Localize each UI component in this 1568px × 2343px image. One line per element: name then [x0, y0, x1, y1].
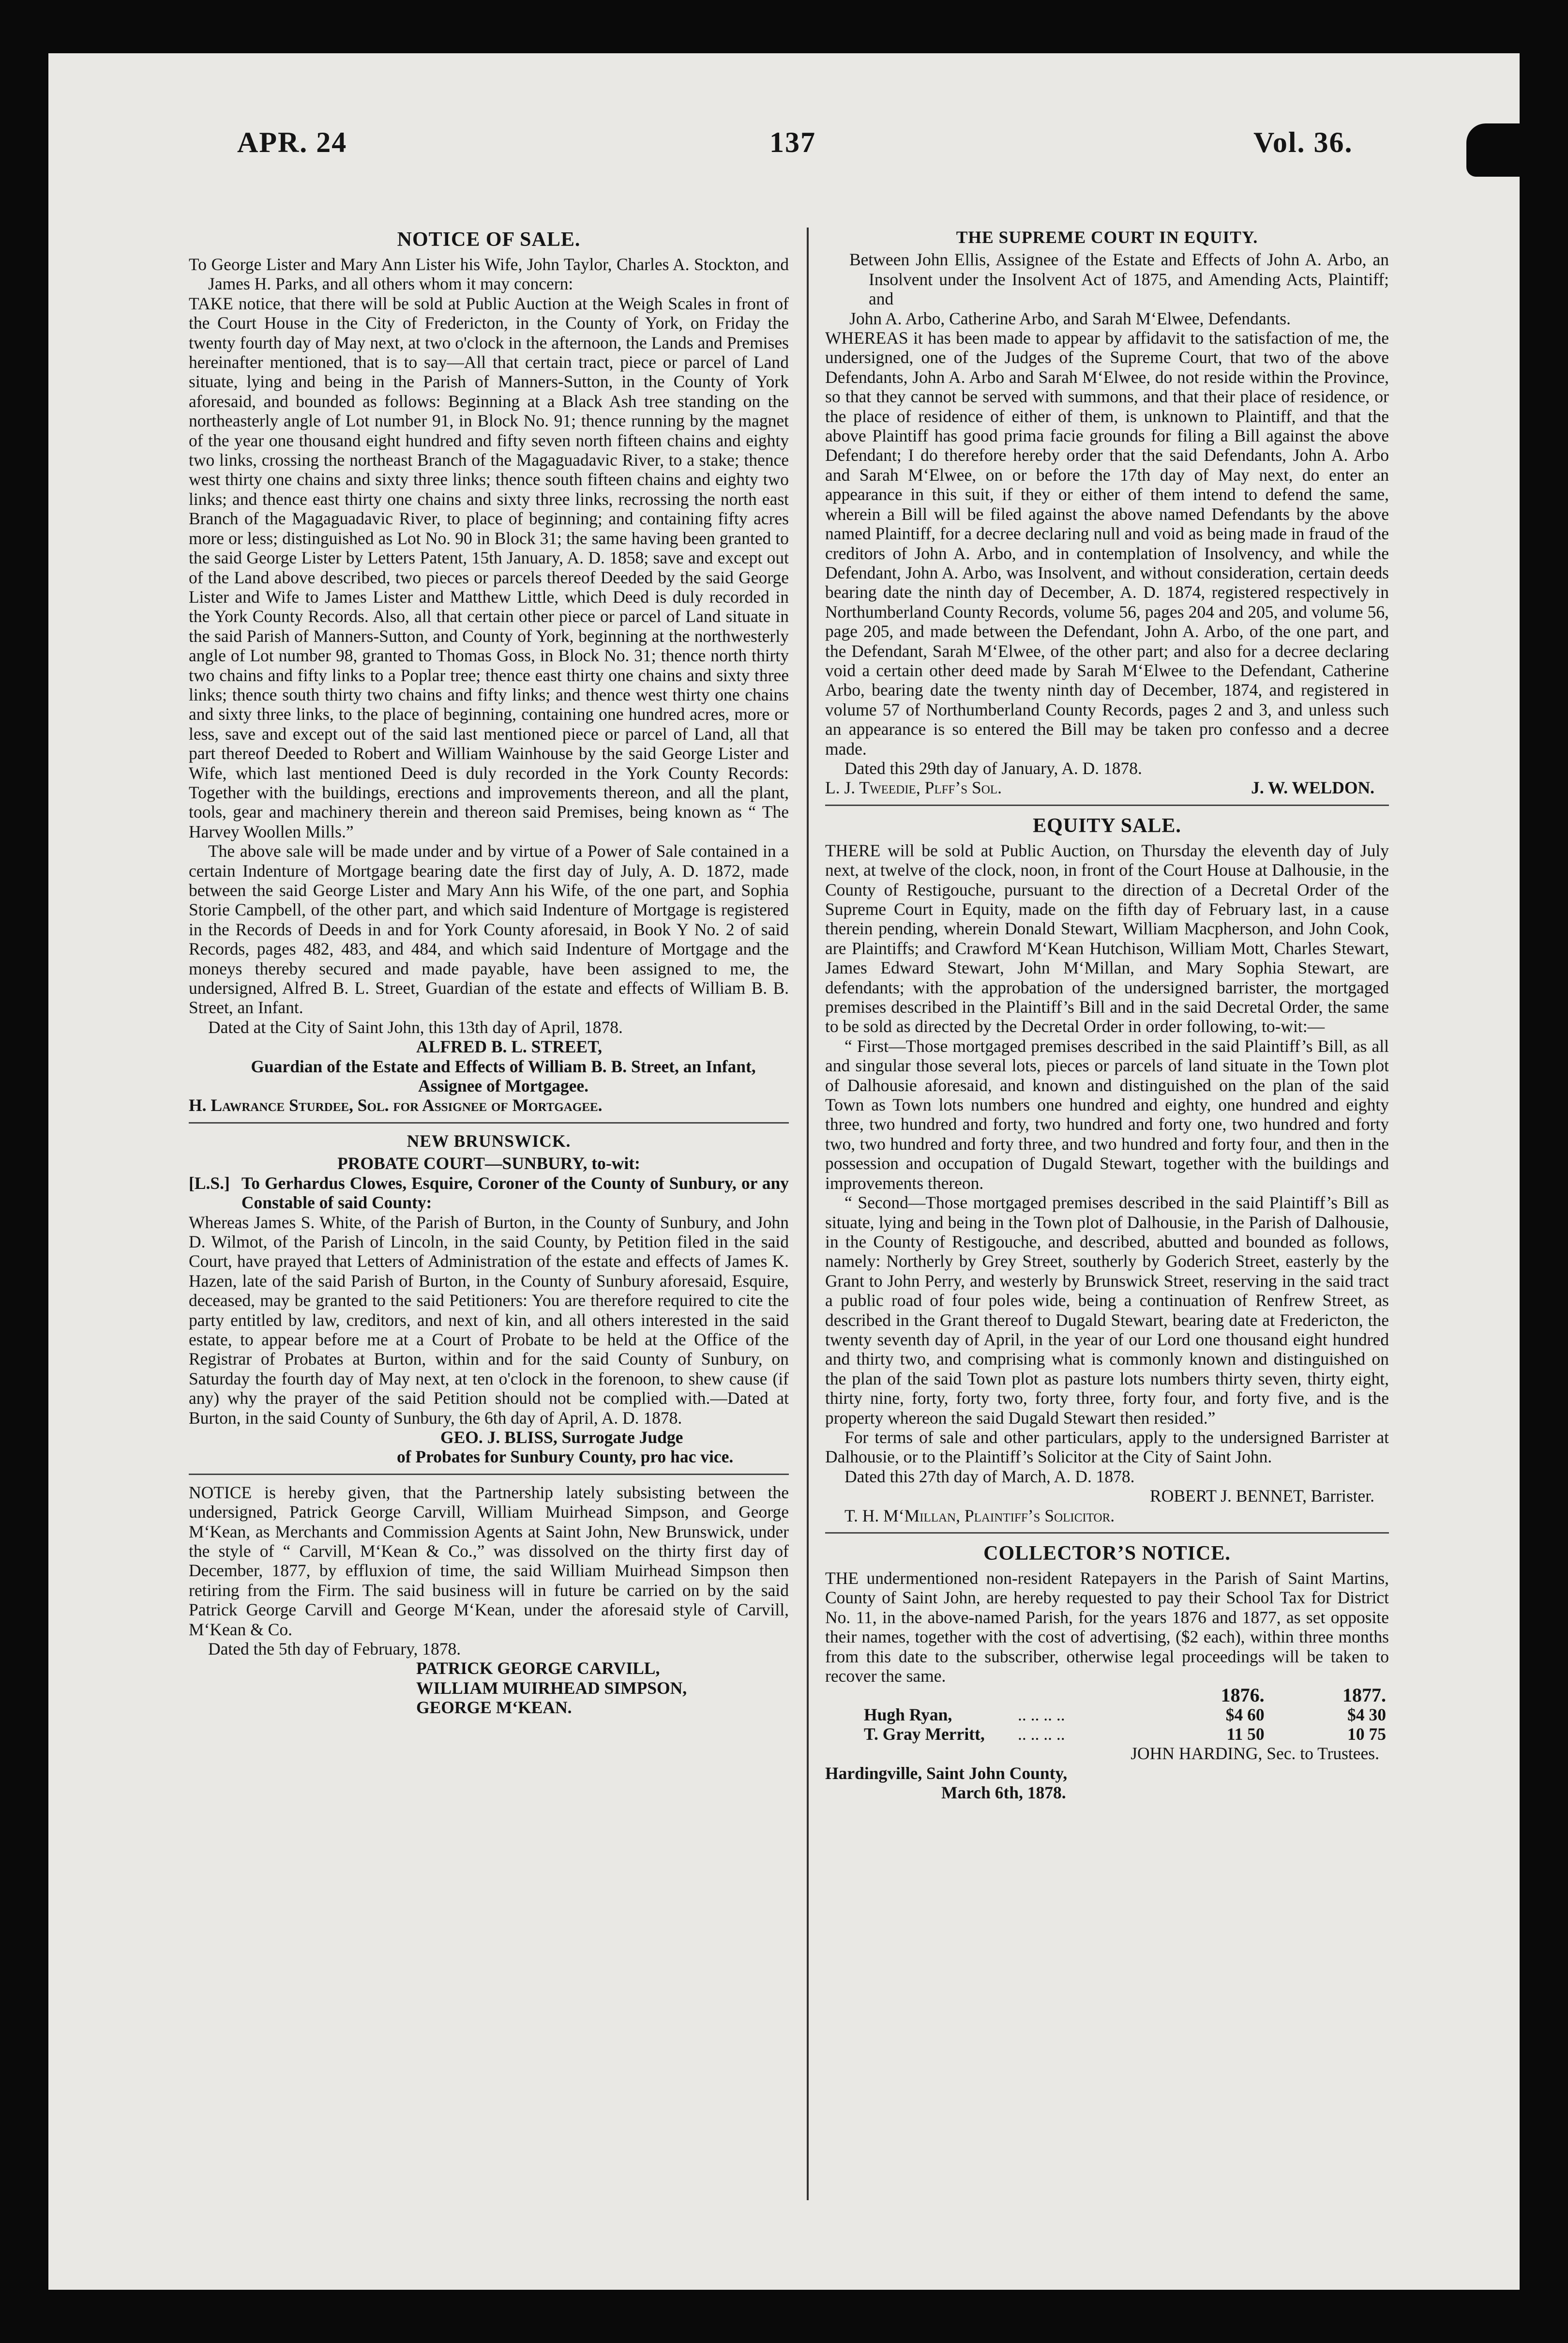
- probate-seal-row: [189, 1173, 789, 1213]
- leader-dots: .. .. .. ..: [1018, 1724, 1065, 1744]
- collectors-notice: [825, 1541, 1389, 1803]
- tax-table-header: [825, 1686, 1389, 1705]
- notice-of-sale-address: To George Lister and Mary Ann Lister his Wife, John Taylor, Charles A. Stockton, and James H. Parks, and all others whom it may concern:: [189, 255, 789, 294]
- ratepayer-name: Hugh Ryan,: [864, 1705, 952, 1725]
- probate-body: Whereas James S. White, of the Parish of Burton, in the County of Sunbury, and John D. Wilmot, of the Parish of Lincoln, in the said County, by Petition filed in the said Court, have prayed that Letters of Administration of the estate and effects of James K. Hazen, late of the said Parish of Burton, in the County of Sunbury aforesaid, Esquire, deceased, may be granted to the said Petitioners: You are therefore required to cite the party entitled by law, creditors, and next of kin, and all others interested in the said estate, to appear before me at a Court of Probate to be held at the Office of the Registrar of Probates at Burton, within and for the said County of Sunbury, on Saturday the fourth day of May next, at ten o'clock in the forenoon, to shew cause (if any) why the prayer of the said Petition should not be complied with.—Dated at Burton, in the said County of Sunbury, the 6th day of April, A. D. 1878.: [189, 1212, 789, 1428]
- notice-of-sale-body-2: The above sale will be made under and by virtue of a Power of Sale contained in a certain Indenture of Mortgage bearing date the first day of July, A. D. 1872, made between the said George Lister and Mary Ann his Wife, of the one part, and Sophia Storie Campbell, of the other part, and which said Indenture of Mortgage is registered in the Records of Deeds in and for York County aforesaid, in Book Y No. 2 of said Records, pages 482, 483, and 484, and which said Indenture of Mortgage and the moneys thereby secured and made payable, have been assigned to me, the undersigned, Alfred B. L. Street, Guardian of the estate and effects of William B. B. Street, an Infant.: [189, 841, 789, 1018]
- judge-name: J. W. WELDON.: [1251, 778, 1374, 798]
- right-column: [825, 228, 1389, 1803]
- collector-signature: JOHN HARDING, Sec. to Trustees.: [1131, 1744, 1379, 1764]
- supreme-court-title: THE SUPREME COURT IN EQUITY.: [956, 228, 1258, 247]
- notice-of-sale-solicitor: H. Lawrance Sturdee, Sol. for Assignee of Mortgagee.: [189, 1095, 603, 1115]
- ink-blot: [1466, 123, 1520, 177]
- collectors-notice-title: COLLECTOR’S NOTICE.: [983, 1542, 1231, 1565]
- equity-sale-title: EQUITY SALE.: [1033, 814, 1181, 837]
- year-header: 1876.: [1221, 1684, 1265, 1706]
- equity-sale-solicitor: T. H. M‘Millan, Plaintiff’s Solicitor.: [844, 1506, 1115, 1525]
- equity-sale: [825, 814, 1389, 1525]
- probate-addressee: To Gerhardus Clowes, Esquire, Coroner of the County of Sunbury, or any Constable of said County:: [241, 1173, 789, 1213]
- notice-of-sale-body: TAKE notice, that there will be sold at Public Auction at the Weigh Scales in front of the Court House in the City of Fredericton, in the County of York, on Friday the twenty fourth day of May next, at two o'clock in the afternoon, the Lands and Premises hereinafter mentioned, that is to say—All that certain tract, piece or parcel of Land situate, lying and being in the Parish of Manners-Sutton, in the County of York aforesaid, and bounded as follows: Beginning at a Black Ash tree standing on the northeasterly angle of Lot number 91, in Block No. 91; thence running by the magnet of the year one thousand eight hundred and fifty seven north fifteen chains and eighty two links, crossing the northeast Branch of the Magaguadavic River, to a stake; thence west thirty one chains and sixty three links; thence south fifteen chains and eighty two links; and thence east thirty one chains and sixty three links, recrossing the north east Branch of the Magaguadavic River, to place of beginning; and containing fifty acres more or less; distinguished as Lot No. 90 in Block 31; the same having been granted to the said George Lister by Letters Patent, 15th January, A. D. 1858; save and except out of the Land above described, two pieces or parcels thereof Deeded by the said George Lister and Wife to James Lister and Matthew Little, which Deed is duly recorded in the York County Records. Also, all that certain other piece or parcel of Land situate in the said Parish of Manners-Sutton, and County of York, beginning at the northwesterly angle of Lot number 98, granted to Thomas Goss, in Block No. 31; thence north thirty two chains and fifty links to a Poplar tree; thence east thirty one chains and sixty three links; thence south thirty two chains and fifty links; and thence west thirty one chains and sixty three links, to the place of beginning, containing one hundred acres, more or less, save and except out of the said last mentioned piece or parcel of Land, all that part thereof Deeded to Robert and William Wainhouse by the said George Lister and Wife, which last mentioned Deed is duly recorded in the York County Records: Together with the buildings, erections and improvements thereon, and all the plant, tools, gear and machinery therein and thereon said Premises, being known as “ The Harvey Woollen Mills.”: [189, 293, 789, 841]
- tax-table: [825, 1686, 1389, 1744]
- equity-sale-terms: For terms of sale and other particulars, apply to the undersigned Barrister at Dalhousie, or to the Plaintiff’s Solicitor at the City of Saint John.: [825, 1427, 1389, 1467]
- volume-number: Vol. 36.: [1253, 126, 1353, 158]
- column-divider: [807, 228, 809, 2200]
- section-rule: [189, 1474, 789, 1475]
- probate-seal: [L.S.]: [189, 1173, 230, 1193]
- tax-1876: $4 60: [1225, 1705, 1265, 1725]
- collectors-notice-body: THE undermentioned non-resident Ratepayers in the Parish of Saint Martins, County of Saint John, are hereby requested to pay their School Tax for District No. 11, in the above-named Parish, for the years 1876 and 1877, as set opposite their names, together with the cost of advertising, ($2 each), within three months from this date to the subscriber, otherwise legal proceedings will be taken to recover the same.: [825, 1568, 1389, 1686]
- notice-of-sale: [189, 228, 789, 1115]
- equity-sale-barrister: ROBERT J. BENNET, Barrister.: [1150, 1486, 1374, 1506]
- notice-of-sale-signatory: ALFRED B. L. STREET,: [416, 1037, 603, 1057]
- equity-sale-body: THERE will be sold at Public Auction, on Thursday the eleventh day of July next, at twelve of the clock, noon, in front of the Court House at Dalhousie, in the County of Restigouche, pursuant to the direction of a Decretal Order of the Supreme Court in Equity, made on the fifth day of February last, in a cause therein pending, wherein Donald Stewart, William Macpherson, and John Cook, are Plaintiffs; and Crawford M‘Kean Hutchison, William Mott, Charles Stewart, James Edward Stewart, John M‘Millan, and Mary Sophia Stewart, are defendants; with the approbation of the undersigned barrister, the mortgaged premises described in the Plaintiff’s Bill and in the said Decretal Order, the same to be sold as directed by the Decretal Order in order following, to-wit:—: [825, 840, 1389, 1036]
- page-number: 137: [769, 126, 816, 158]
- left-column: [189, 228, 789, 1718]
- section-rule: [825, 805, 1389, 806]
- partnership-notice: [189, 1483, 789, 1718]
- partnership-dated: Dated the 5th day of February, 1878.: [208, 1639, 461, 1659]
- supreme-court-signatures: [825, 778, 1389, 797]
- partner-name: GEORGE M‘KEAN.: [416, 1698, 572, 1718]
- notice-of-sale-signatory-title: Guardian of the Estate and Effects of William B. B. Street, an Infant, Assignee of Mortgagee.: [251, 1056, 756, 1096]
- probate-signature-title: of Probates for Sunbury County, pro hac vice.: [397, 1447, 734, 1467]
- newspaper-page: [48, 53, 1520, 2290]
- section-rule: [189, 1122, 789, 1124]
- year-header: 1877.: [1342, 1684, 1386, 1706]
- probate-court: PROBATE COURT—SUNBURY, to-wit:: [337, 1154, 640, 1173]
- equity-sale-first: “ First—Those mortgaged premises described in the said Plaintiff’s Bill, as all and singular those several lots, pieces or parcels of land situate in the Town plot of Dalhousie aforesaid, and known and distinguished on the plan of the said Town as Town lots numbers one hundred and eighty, one hundred and eighty three, two hundred and forty, two hundred and forty one, two hundred and forty two, two hundred and forty three, and two hundred and forty four, and then in the possession and occupation of Dugald Stewart, together with the buildings and improvements thereon.: [825, 1036, 1389, 1193]
- collector-date: March 6th, 1878.: [941, 1783, 1066, 1803]
- supreme-court-parties: Between John Ellis, Assignee of the Estate and Effects of John A. Arbo, an Insolvent under the Insolvent Act of 1875, and Amending Acts, Plaintiff; and: [849, 250, 1389, 309]
- probate-signature: GEO. J. BLISS, Surrogate Judge: [440, 1427, 683, 1447]
- equity-sale-dated: Dated this 27th day of March, A. D. 1878.: [844, 1466, 1135, 1486]
- supreme-court-dated: Dated this 29th day of January, A. D. 1878.: [844, 758, 1142, 778]
- probate-notice: [189, 1131, 789, 1467]
- supreme-court-notice: [825, 228, 1389, 798]
- notice-of-sale-dated: Dated at the City of Saint John, this 13th day of April, 1878.: [208, 1017, 623, 1037]
- partnership-body: NOTICE is hereby given, that the Partnership lately subsisting between the undersigned, Patrick George Carvill, William Muirhead Simpson, and George M‘Kean, as Merchants and Commission Agents at Saint John, New Brunswick, under the style of “ Carvill, M‘Kean & Co.,” was dissolved on the thirty first day of December, 1877, by effluxion of time, the said William Muirhead Simpson then retiring from the Firm. The said business will in future be carried on by the said Patrick George Carvill and George M‘Kean, under the aforesaid style of Carvill, M‘Kean & Co.: [189, 1482, 789, 1639]
- table-row: [825, 1724, 1389, 1744]
- partner-name: PATRICK GEORGE CARVILL,: [416, 1658, 660, 1678]
- tax-1876: 11 50: [1226, 1724, 1265, 1744]
- section-rule: [825, 1532, 1389, 1534]
- partner-name: WILLIAM MUIRHEAD SIMPSON,: [416, 1678, 687, 1698]
- supreme-court-body: WHEREAS it has been made to appear by affidavit to the satisfaction of me, the undersigned, one of the Judges of the Supreme Court, that two of the above Defendants, John A. Arbo and Sarah M‘Elwee, do not reside within the Province, so that they cannot be served with summons, and that their place of residence, or the place of residence of either of them, is unknown to Plaintiff, and that the above Plaintiff has good prima facie grounds for filing a Bill against the above Defendant; I do therefore hereby order that the said Defendants, John A. Arbo and Sarah M‘Elwee, on or before the 17th day of May next, do enter an appearance in this suit, if they or either of them intend to defend the same, wherein a Bill will be filed against the above named Defendants by the above named Plaintiff, for a decree declaring null and void as being made in fraud of the creditors of John A. Arbo, and in contemplation of Insolvency, and while the Defendant, John A. Arbo, was Insolvent, and without consideration, certain deeds bearing date the ninth day of December, A. D. 1874, registered respectively in Northumberland County Records, volume 56, pages 204 and 205, and volume 56, page 205, and made between the Defendant, John A. Arbo, of the one part, and the Defendant, Sarah M‘Elwee, of the other part; and also for a decree declaring void a certain other deed made by Sarah M‘Elwee to the Defendant, Catherine Arbo, bearing date the twenty ninth day of December, 1874, and registered in volume 57 of Northumberland County Records, pages 2 and 3, and unless such an appearance is so entered the Bill may be taken pro confesso and a decree made.: [825, 328, 1389, 759]
- tax-1877: 10 75: [1347, 1724, 1386, 1744]
- supreme-court-defendants: John A. Arbo, Catherine Arbo, and Sarah M‘Elwee, Defendants.: [849, 308, 1291, 328]
- issue-date: APR. 24: [237, 126, 347, 158]
- probate-title: NEW BRUNSWICK.: [407, 1131, 571, 1151]
- table-row: [825, 1705, 1389, 1724]
- tax-1877: $4 30: [1347, 1705, 1386, 1725]
- collector-place: Hardingville, Saint John County,: [825, 1763, 1068, 1783]
- plaintiff-solicitor: L. J. Tweedie, Plff’s Sol.: [825, 778, 1002, 798]
- leader-dots: .. .. .. ..: [1018, 1705, 1065, 1725]
- notice-of-sale-title: NOTICE OF SALE.: [397, 228, 581, 251]
- equity-sale-second: “ Second—Those mortgaged premises described in the said Plaintiff’s Bill as situate, lying and being in the Town plot of Dalhousie, in the Parish of Dalhousie, in the County of Restigouche, and described, abutted and bounded as follows, namely: Northerly by Grey Street, southerly by Goderich Street, easterly by the Grant to John Perry, and westerly by Brunswick Street, reserving in the said tract a public road of four poles wide, being a continuation of Renfrew Street, as described in the Grant thereof to Dugald Stewart, bearing date at Fredericton, the twenty seventh day of April, in the year of our Lord one thousand eight hundred and thirty two, and comprising what is commonly known and distinguished on the plan of the said Town plot as pasture lots numbers thirty seven, thirty eight, thirty nine, forty, forty two, forty three, forty four, and forty five, and is the property whereon the said Dugald Stewart then resided.”: [825, 1193, 1389, 1428]
- ratepayer-name: T. Gray Merritt,: [864, 1724, 985, 1744]
